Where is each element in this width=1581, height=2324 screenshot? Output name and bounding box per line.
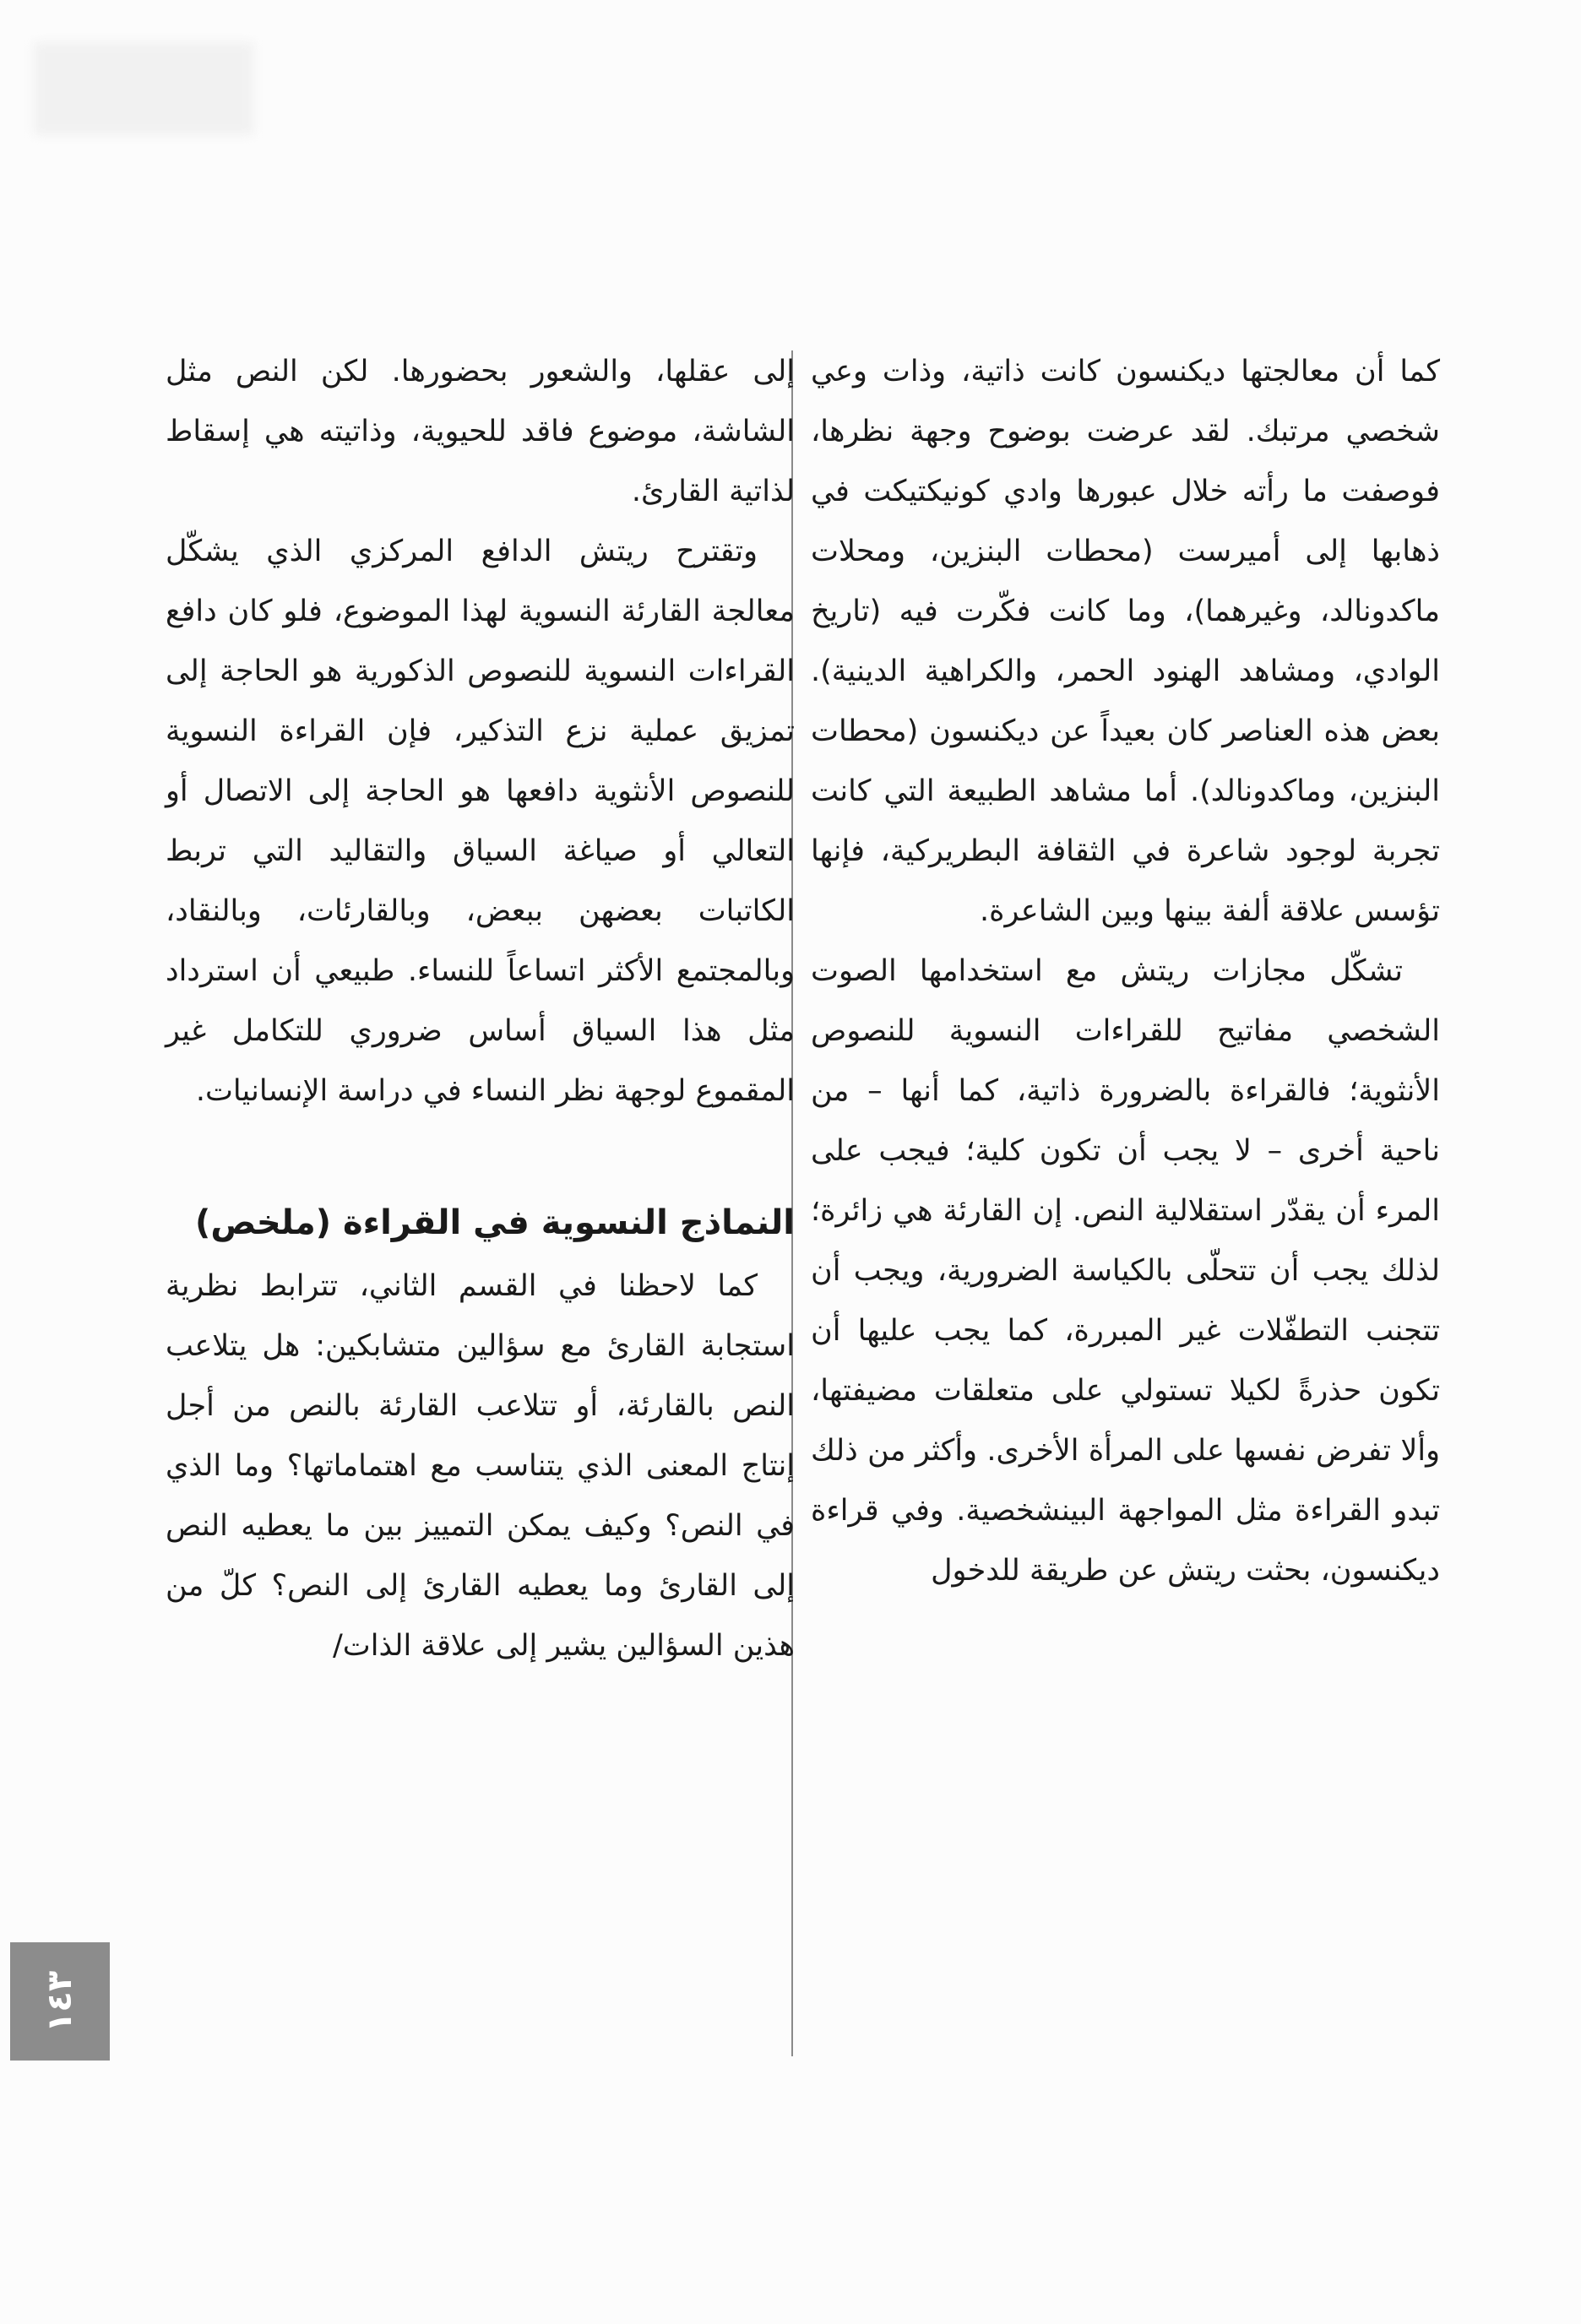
right-paragraph-1: كما أن معالجتها ديكنسون كانت ذاتية، وذات وعي شخصي مرتبك. لقد عرضت بوضوح وجهة نظرها، فوصفت ما رأته خلال عبورها وادي كونيكتيكت في ذهابها إلى أميرست (محطات البنزين، ومحلات ماكدونالد، وغيرهما)، وما كانت فكّرت فيه (تاريخ الوادي، ومشاهد الهنود الحمر، والكراهية الدينية). بعض هذه العناصر كان بعيداً عن ديكنسون (محطات البنزين، وماكدونالد). أما مشاهد الطبيعة التي كانت تجربة لوجود شاعرة في الثقافة البطريركية، فإنها تؤسس علاقة ألفة بينها وبين الشاعرة. xyxy=(811,355,1440,928)
left-column xyxy=(166,342,795,1676)
left-paragraph-1: إلى عقلها، والشعور بحضورها. لكن النص مثل الشاشة، موضوع فاقد للحيوية، وذاتيته هي إسقاط لذاتية القارئ. xyxy=(166,355,795,508)
left-paragraph-2: وتقترح ريتش الدافع المركزي الذي يشكّل معالجة القارئة النسوية لهذا الموضوع، فلو كان دافع القراءات النسوية للنصوص الذكورية هو الحاجة إلى تمزيق عملية نزع التذكير، فإن القراءة النسوية للنصوص الأنثوية دافعها هو الحاجة إلى الاتصال أو التعالي أو صياغة السياق والتقاليد التي تربط الكاتبات بعضهن ببعض، وبالقارئات، وبالنقاد، وبالمجتمع الأكثر اتساعاً للنساء. طبيعي أن استرداد مثل هذا السياق أساس ضروري للتكامل غير المقموع لوجهة نظر النساء في دراسة الإنسانيات. xyxy=(166,535,795,1108)
page-number: ١٤٣ xyxy=(41,1970,79,2033)
section-paragraph: كما لاحظنا في القسم الثاني، تترابط نظرية استجابة القارئ مع سؤالين متشابكين: هل يتلاعب النص بالقارئة، أو تتلاعب القارئة بالنص من أجل إنتاج المعنى الذي يتناسب مع اهتماماتها؟ وما الذي في النص؟ وكيف يمكن التمييز بين ما يعطيه النص إلى القارئ وما يعطيه القارئ إلى النص؟ كلّ من هذين السؤالين يشير إلى علاقة الذات/ xyxy=(166,1269,795,1663)
section-heading: النماذج النسوية في القراءة (ملخص) xyxy=(195,1203,795,1242)
right-column xyxy=(811,342,1440,1601)
scan-smudge xyxy=(34,42,253,135)
right-paragraph-2: تشكّل مجازات ريتش مع استخدامها الصوت الشخصي مفاتيح للقراءات النسوية للنصوص الأنثوية؛ فالقراءة بالضرورة ذاتية، كما أنها – من ناحية أخرى – لا يجب أن تكون كلية؛ فيجب على المرء أن يقدّر استقلالية النص. إن القارئة هي زائرة؛ لذلك يجب أن تتحلّى بالكياسة الضرورية، ويجب أن تتجنب التطفّلات غير المبررة، كما يجب عليها أن تكون حذرةً لكيلا تستولي على متعلقات مضيفتها، وألا تفرض نفسها على المرأة الأخرى. وأكثر من ذلك تبدو القراءة مثل المواجهة البينشخصية. وفي قراءة ديكنسون، بحثت ريتش عن طريقة للدخول xyxy=(811,954,1440,1588)
